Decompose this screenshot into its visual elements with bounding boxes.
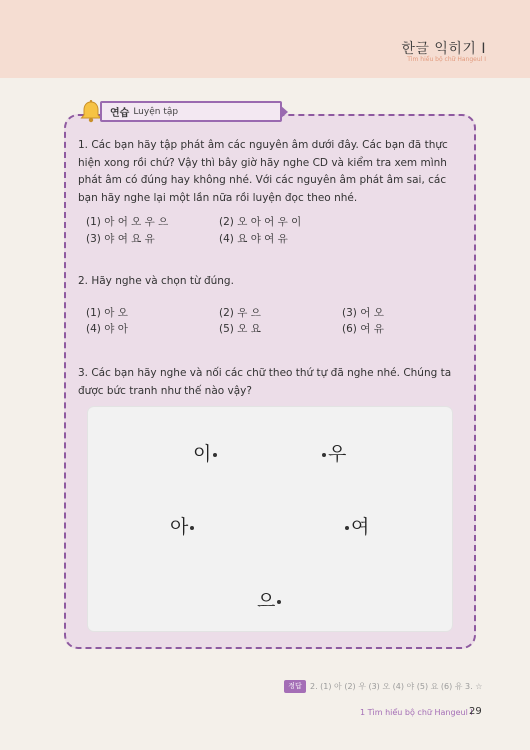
q2-option: (2) 우 으 <box>219 307 261 319</box>
q2-option: (3) 어 오 <box>342 307 384 319</box>
question-2-text: 2. Hãy nghe và chọn từ đúng. <box>78 275 234 287</box>
match-letter-eu[interactable] <box>257 586 283 613</box>
match-dot[interactable] <box>277 600 281 604</box>
answer-badge: 정답 <box>284 680 306 693</box>
q1-option: (3) 야 여 요 유 <box>86 233 155 245</box>
question-1-text: 1. Các bạn hãy tập phát âm các nguyên âm dưới đây. Các bạn đã thực hiện xong rồi chứ? Vậy thì bây giờ hãy nghe CD và kiểm tra xem mình phát âm có đúng hay không nhé. Với các nguyên âm phát âm sai, các bạn hãy nghe lại một lần nữa rồi luyện đọc theo nhé. <box>78 139 448 204</box>
match-letter: 이 <box>193 443 212 465</box>
match-letter: 여 <box>351 516 370 538</box>
section-label-korean: 연습 <box>110 108 130 119</box>
match-letter: 아 <box>170 516 189 538</box>
page-number: 29 <box>469 706 482 717</box>
match-letter: 으 <box>257 590 276 612</box>
q2-option: (5) 오 요 <box>219 323 261 335</box>
match-dot[interactable] <box>213 453 217 457</box>
q1-option: (2) 오 아 어 우 이 <box>219 216 302 228</box>
q1-option: (1) 아 어 오 우 으 <box>86 216 169 228</box>
section-ribbon <box>100 101 282 122</box>
q2-option: (6) 여 유 <box>342 323 384 335</box>
match-dot[interactable] <box>190 526 194 530</box>
section-label: Luyện tập <box>133 106 179 117</box>
chapter-subtitle: Tìm hiểu bộ chữ Hangeul I <box>407 56 486 63</box>
match-letter-i[interactable] <box>193 439 219 466</box>
q2-option: (1) 아 오 <box>86 307 128 319</box>
match-dot[interactable] <box>345 526 349 530</box>
question-3-text: 3. Các bạn hãy nghe và nối các chữ theo thứ tự đã nghe nhé. Chúng ta được bức tranh như thế nào vậy? <box>78 367 452 397</box>
ribbon-tail <box>280 105 288 119</box>
answer-key: 2. (1) 아 (2) 우 (3) 오 (4) 야 (5) 요 (6) 유 3. ☆ <box>310 682 483 691</box>
footer-chapter-label: 1 Tìm hiểu bộ chữ Hangeul I <box>360 708 473 717</box>
match-letter-a[interactable] <box>170 512 196 539</box>
chapter-title: 한글 익히기 I <box>401 41 486 57</box>
match-dot[interactable] <box>322 453 326 457</box>
match-letter-u[interactable] <box>320 439 346 466</box>
match-letter: 우 <box>328 443 347 465</box>
match-letter-yeo[interactable] <box>343 512 369 539</box>
q2-option: (4) 야 아 <box>86 323 128 335</box>
q1-option: (4) 요 야 여 유 <box>219 233 288 245</box>
